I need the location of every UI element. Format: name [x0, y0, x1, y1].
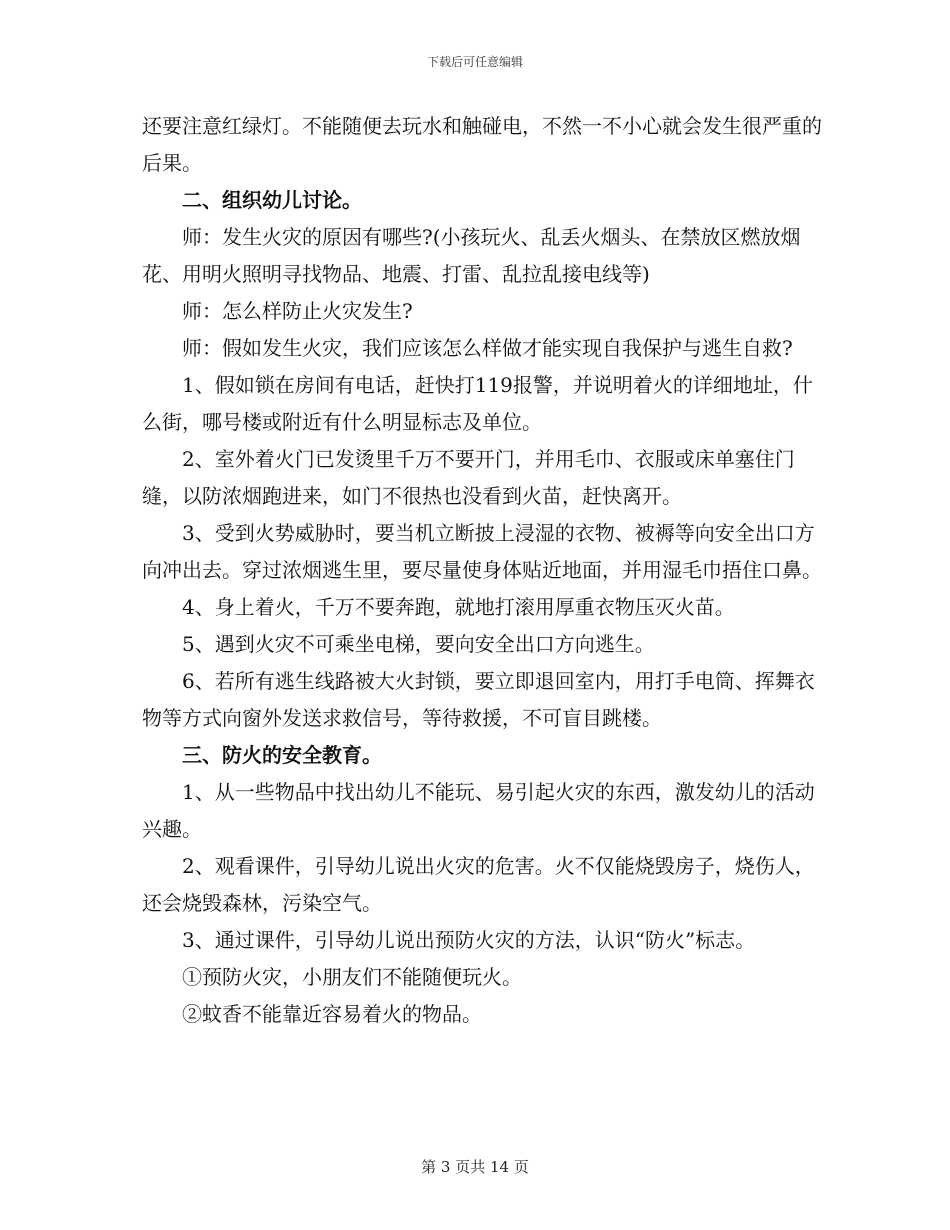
paragraph-8: 3、受到火势威胁时，要当机立断披上浸湿的衣物、被褥等向安全出口方向冲出去。穿过浓烟逃生里，要尽量使身体贴近地面，并用湿毛巾捂住口鼻。 — [142, 521, 822, 582]
section-heading-3: 三、防火的安全教育。 — [182, 743, 382, 767]
paragraph-14: 2、观看课件，引导幼儿说出火灾的危害。火不仅能烧毁房子，烧伤人，还会烧毁森林，污染空气。 — [142, 854, 815, 915]
paragraph-5: 师：假如发生火灾，我们应该怎么样做才能实现自我保护与逃生自救? — [182, 336, 793, 360]
paragraph-10: 5、遇到火灾不可乘坐电梯，要向安全出口方向逃生。 — [182, 632, 655, 656]
paragraph-4: 师：怎么样防止火灾发生? — [182, 299, 413, 323]
paragraph-1: 还要注意红绿灯。不能随便去玩水和触碰电，不然一不小心就会发生很严重的后果。 — [142, 114, 822, 175]
paragraph-6: 1、假如锁在房间有电话，赶快打119报警，并说明着火的详细地址，什么街，哪号楼或附近有什么明显标志及单位。 — [142, 373, 813, 434]
paragraph-13: 1、从一些物品中找出幼儿不能玩、易引起火灾的东西，激发幼儿的活动兴趣。 — [142, 780, 815, 841]
document-body — [142, 108, 822, 1033]
paragraph-11: 6、若所有逃生线路被大火封锁，要立即退回室内，用打手电筒、挥舞衣物等方式向窗外发送求救信号，等待救援，不可盲目跳楼。 — [142, 669, 815, 730]
paragraph-7: 2、室外着火门已发烫里千万不要开门，并用毛巾、衣服或床单塞住门缝，以防浓烟跑进来，如门不很热也没看到火苗，赶快离开。 — [142, 447, 795, 508]
paragraph-15: 3、通过课件，引导幼儿说出预防火灾的方法，认识“防火”标志。 — [182, 928, 756, 952]
paragraph-17: ②蚊香不能靠近容易着火的物品。 — [182, 1002, 482, 1026]
page-header: 下载后可任意编辑 — [426, 55, 523, 69]
page-footer: 第 3 页共 14 页 — [421, 1158, 529, 1176]
paragraph-3: 师：发生火灾的原因有哪些?(小孩玩火、乱丢火烟头、在禁放区燃放烟花、用明火照明寻找物品、地震、打雷、乱拉乱接电线等) — [142, 225, 801, 286]
section-heading-2: 二、组织幼儿讨论。 — [182, 188, 362, 212]
paragraph-9: 4、身上着火，千万不要奔跑，就地打滚用厚重衣物压灭火苗。 — [182, 595, 735, 619]
paragraph-16: ①预防火灾，小朋友们不能随便玩火。 — [182, 965, 522, 989]
